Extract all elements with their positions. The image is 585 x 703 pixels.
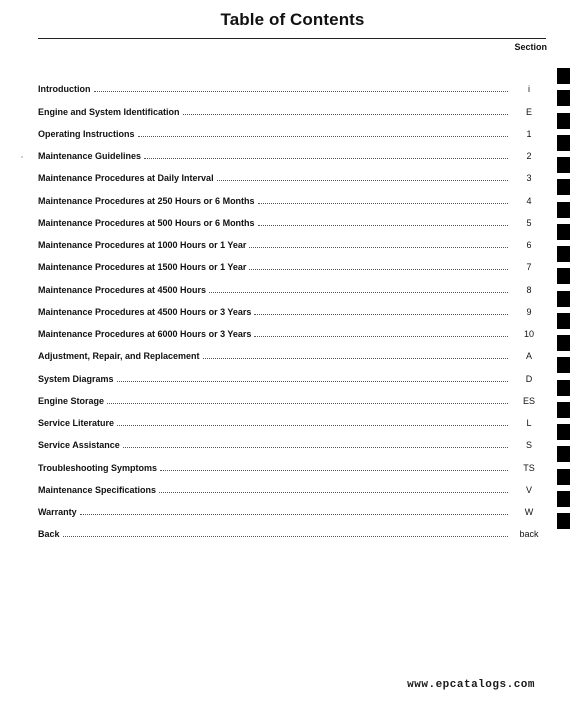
section-tab[interactable] [557, 313, 570, 329]
toc-entry-label: Engine Storage [38, 395, 105, 406]
header-rule [38, 38, 546, 39]
toc-entry-label: System Diagrams [38, 373, 114, 384]
toc-entry-label: Maintenance Procedures at 1000 Hours or 1 Year [38, 240, 247, 250]
toc-entry-label: Maintenance Procedures at 250 Hours or 6 Months [38, 195, 255, 206]
toc-list [38, 72, 546, 539]
toc-entry-section: 8 [526, 284, 532, 295]
toc-entry-section: 4 [526, 195, 532, 206]
toc-entry-section: E [525, 106, 532, 117]
toc-entry-label: Maintenance Specifications [38, 484, 157, 495]
toc-entry-label: Maintenance Procedures at 1500 Hours or 1 Year [38, 262, 247, 273]
dot-leader [144, 158, 508, 159]
dot-leader [254, 314, 508, 315]
toc-entry[interactable] [38, 495, 546, 517]
toc-entry-section: D [525, 373, 533, 384]
dot-leader [249, 247, 508, 248]
section-tab[interactable] [557, 446, 570, 462]
dot-leader [107, 403, 508, 404]
dot-leader [80, 514, 508, 515]
section-column-header: Section [514, 42, 547, 52]
toc-entry-label: Service Literature [38, 418, 115, 428]
toc-entry[interactable] [38, 72, 546, 94]
section-tab[interactable] [557, 202, 570, 218]
section-tab[interactable] [557, 357, 570, 373]
section-tab[interactable] [557, 135, 570, 151]
toc-entry-label: Maintenance Procedures at 4500 Hours [38, 284, 207, 295]
dot-leader [160, 470, 508, 471]
dot-leader [258, 203, 508, 204]
toc-entry-section: 1 [526, 128, 532, 139]
toc-entry-section: V [525, 484, 532, 495]
dot-leader [159, 492, 508, 493]
toc-entry-label: Troubleshooting Symptoms [38, 462, 158, 473]
toc-entry[interactable] [38, 384, 546, 406]
section-tab[interactable] [557, 335, 570, 351]
dot-leader [217, 180, 508, 181]
dot-leader [123, 447, 508, 448]
toc-entry-label: Maintenance Procedures at 4500 Hours or 3 Years [38, 306, 252, 317]
toc-entry-label: Maintenance Procedures at 500 Hours or 6 Months [38, 217, 255, 228]
watermark-url: www.epcatalogs.com [407, 679, 535, 691]
toc-entry-section: TS [523, 462, 535, 473]
toc-entry[interactable] [38, 339, 546, 361]
toc-entry-section: S [525, 440, 532, 451]
toc-entry[interactable] [38, 250, 546, 272]
toc-entry-label: Adjustment, Repair, and Replacement [38, 351, 200, 362]
dot-leader [94, 91, 509, 92]
toc-entry-section: L [526, 418, 532, 428]
section-tab[interactable] [557, 513, 570, 529]
toc-entry[interactable] [38, 272, 546, 294]
dot-leader [203, 358, 508, 359]
toc-entry[interactable] [38, 517, 546, 539]
dot-leader [249, 269, 508, 270]
toc-entry[interactable] [38, 206, 546, 228]
dot-leader [258, 225, 508, 226]
toc-entry[interactable] [38, 183, 546, 205]
toc-entry[interactable] [38, 295, 546, 317]
toc-entry-section: 5 [526, 217, 532, 228]
toc-entry-label: Maintenance Procedures at 6000 Hours or 3 Years [38, 329, 252, 339]
toc-entry[interactable] [38, 473, 546, 495]
section-tab[interactable] [557, 224, 570, 240]
toc-entry-section: back [519, 529, 539, 540]
toc-entry-section: 10 [523, 329, 534, 339]
section-tab[interactable] [557, 402, 570, 418]
toc-entry-label: Operating Instructions [38, 128, 135, 139]
toc-entry-section: 9 [526, 306, 532, 317]
dot-leader [138, 136, 508, 137]
toc-entry[interactable] [38, 139, 546, 161]
toc-entry[interactable] [38, 117, 546, 139]
scan-speck [21, 156, 23, 158]
dot-leader [117, 381, 508, 382]
section-tab[interactable] [557, 291, 570, 307]
toc-entry-section: 2 [526, 151, 532, 161]
toc-entry-section: i [528, 84, 530, 95]
section-tab[interactable] [557, 90, 570, 106]
section-tab[interactable] [557, 68, 570, 84]
toc-entry-section: 7 [526, 262, 532, 273]
section-tab[interactable] [557, 491, 570, 507]
toc-entry[interactable] [38, 428, 546, 450]
section-tab[interactable] [557, 424, 570, 440]
toc-entry-label: Back [38, 529, 60, 540]
toc-entry[interactable] [38, 228, 546, 250]
section-tab[interactable] [557, 157, 570, 173]
toc-entry-section: W [524, 507, 534, 517]
dot-leader [183, 114, 508, 115]
section-tab[interactable] [557, 179, 570, 195]
toc-entry-section: 3 [526, 173, 532, 184]
dot-leader [117, 425, 508, 426]
page-title: Table of Contents [220, 10, 365, 29]
toc-entry-label: Introduction [38, 84, 91, 95]
toc-entry-section: A [525, 351, 532, 362]
section-tab[interactable] [557, 268, 570, 284]
dot-leader [63, 536, 508, 537]
toc-entry[interactable] [38, 361, 546, 383]
toc-entry[interactable] [38, 94, 546, 116]
dot-leader [209, 292, 508, 293]
toc-entry-label: Maintenance Procedures at Daily Interval [38, 173, 214, 184]
toc-entry-section: 6 [526, 240, 532, 250]
section-tab[interactable] [557, 380, 570, 396]
section-tab[interactable] [557, 469, 570, 485]
toc-entry[interactable] [38, 406, 546, 428]
section-tab[interactable] [557, 246, 570, 262]
toc-entry-section: ES [522, 395, 535, 406]
dot-leader [254, 336, 508, 337]
toc-entry[interactable] [38, 450, 546, 472]
toc-entry-label: Warranty [38, 507, 77, 517]
toc-entry-label: Maintenance Guidelines [38, 151, 142, 161]
section-tab-strip [557, 68, 571, 535]
toc-entry-label: Service Assistance [38, 440, 120, 451]
toc-entry[interactable] [38, 317, 546, 339]
section-tab[interactable] [557, 113, 570, 129]
toc-entry[interactable] [38, 161, 546, 183]
toc-entry-label: Engine and System Identification [38, 106, 180, 117]
